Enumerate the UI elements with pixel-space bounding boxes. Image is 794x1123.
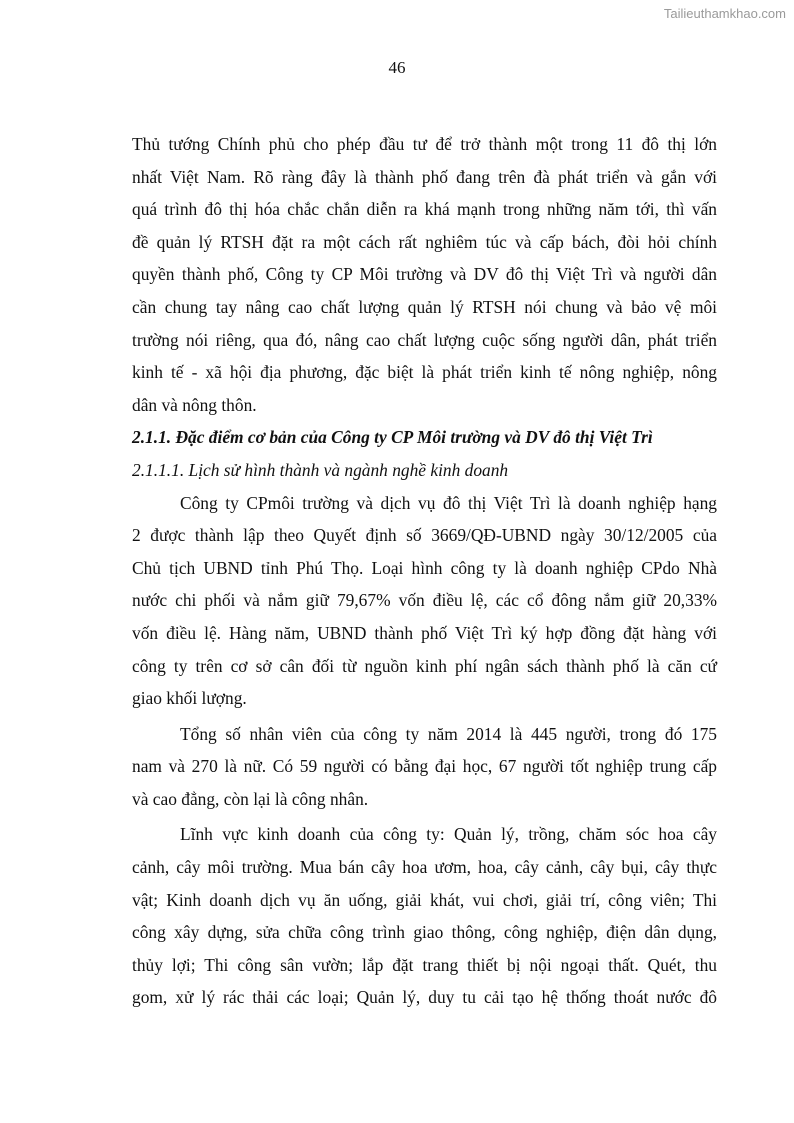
text-line: dân và nông thôn.: [132, 394, 257, 415]
text-line: đề quản lý RTSH đặt ra một cách rất nghiêm túc và cấp bách, đòi hỏi chính: [132, 231, 717, 252]
paragraph-business: [132, 818, 717, 1014]
text-line: Chủ tịch UBND tỉnh Phú Thọ. Loại hình công ty là doanh nghiệp CPdo Nhà: [132, 557, 717, 578]
page-number: 46: [388, 58, 406, 77]
text-line: cần chung tay nâng cao chất lượng quản lý RTSH nói chung và bảo vệ môi: [132, 296, 717, 317]
text-line: 2 được thành lập theo Quyết định số 3669/QĐ-UBND ngày 30/12/2005 của: [132, 525, 717, 546]
paragraph-intro: [132, 128, 717, 421]
text-line: công xây dựng, sửa chữa công trình giao thông, công nghiệp, điện dân dụng,: [132, 922, 717, 943]
text-line: kinh tế - xã hội địa phương, đặc biệt là phát triển kinh tế nông nghiệp, nông: [132, 362, 717, 383]
text-line: Thủ tướng Chính phủ cho phép đầu tư để trở thành một trong 11 đô thị lớn: [132, 134, 717, 154]
text-line: quyền thành phố, Công ty CP Môi trường và DV đô thị Việt Trì và người dân: [132, 264, 717, 285]
text-line: thủy lợi; Thi công sân vườn; lắp đặt trang thiết bị nội ngoại thất. Quét, thu: [132, 954, 717, 975]
section-heading: 2.1.1. Đặc điểm cơ bản của Công ty CP Môi trường và DV đô thị Việt Trì: [132, 427, 653, 448]
text-line: Tổng số nhân viên của công ty năm 2014 là 445 người, trong đó 175: [180, 723, 717, 744]
watermark: Tailieuthamkhao.com: [663, 6, 786, 21]
text-line: và cao đẳng, còn lại là công nhân.: [132, 788, 369, 809]
text-line: nam và 270 là nữ. Có 59 người có bằng đại học, 67 người tốt nghiệp trung cấp: [132, 756, 717, 777]
subsection-heading: 2.1.1.1. Lịch sử hình thành và ngành nghề kinh doanh: [132, 459, 509, 480]
text-line: Lĩnh vực kinh doanh của công ty: Quản lý, trồng, chăm sóc hoa cây: [180, 824, 717, 845]
text-line: nhất Việt Nam. Rõ ràng đây là thành phố đang trên đà phát triển và gắn với: [132, 166, 717, 187]
text-line: cảnh, cây môi trường. Mua bán cây hoa ươm, hoa, cây cảnh, cây bụi, cây thực: [132, 857, 717, 878]
text-line: Công ty CPmôi trường và dịch vụ đô thị Việt Trì là doanh nghiệp hạng: [180, 492, 717, 513]
paragraph-staff: [132, 718, 717, 816]
text-line: gom, xử lý rác thải các loại; Quản lý, duy tu cải tạo hệ thống thoát nước đô: [132, 987, 717, 1008]
text-line: quá trình đô thị hóa chắc chắn diễn ra khá mạnh trong những năm tới, thì vấn: [132, 199, 717, 220]
paragraph-history: [132, 487, 717, 715]
text-line: nước chi phối và nắm giữ 79,67% vốn điều lệ, các cổ đông nắm giữ 20,33%: [132, 590, 717, 611]
text-line: trường nói riêng, qua đó, nâng cao chất lượng cuộc sống người dân, phát triển: [132, 329, 717, 350]
text-line: vốn điều lệ. Hàng năm, UBND thành phố Việt Trì ký hợp đồng đặt hàng với: [132, 622, 717, 643]
text-line: vật; Kinh doanh dịch vụ ăn uống, giải khát, vui chơi, giải trí, công viên; Thi: [132, 889, 717, 910]
document-body: [132, 128, 717, 1014]
text-line: công ty trên cơ sở cân đối từ nguồn kinh phí ngân sách thành phố là căn cứ: [132, 655, 717, 676]
text-line: giao khối lượng.: [132, 688, 247, 709]
